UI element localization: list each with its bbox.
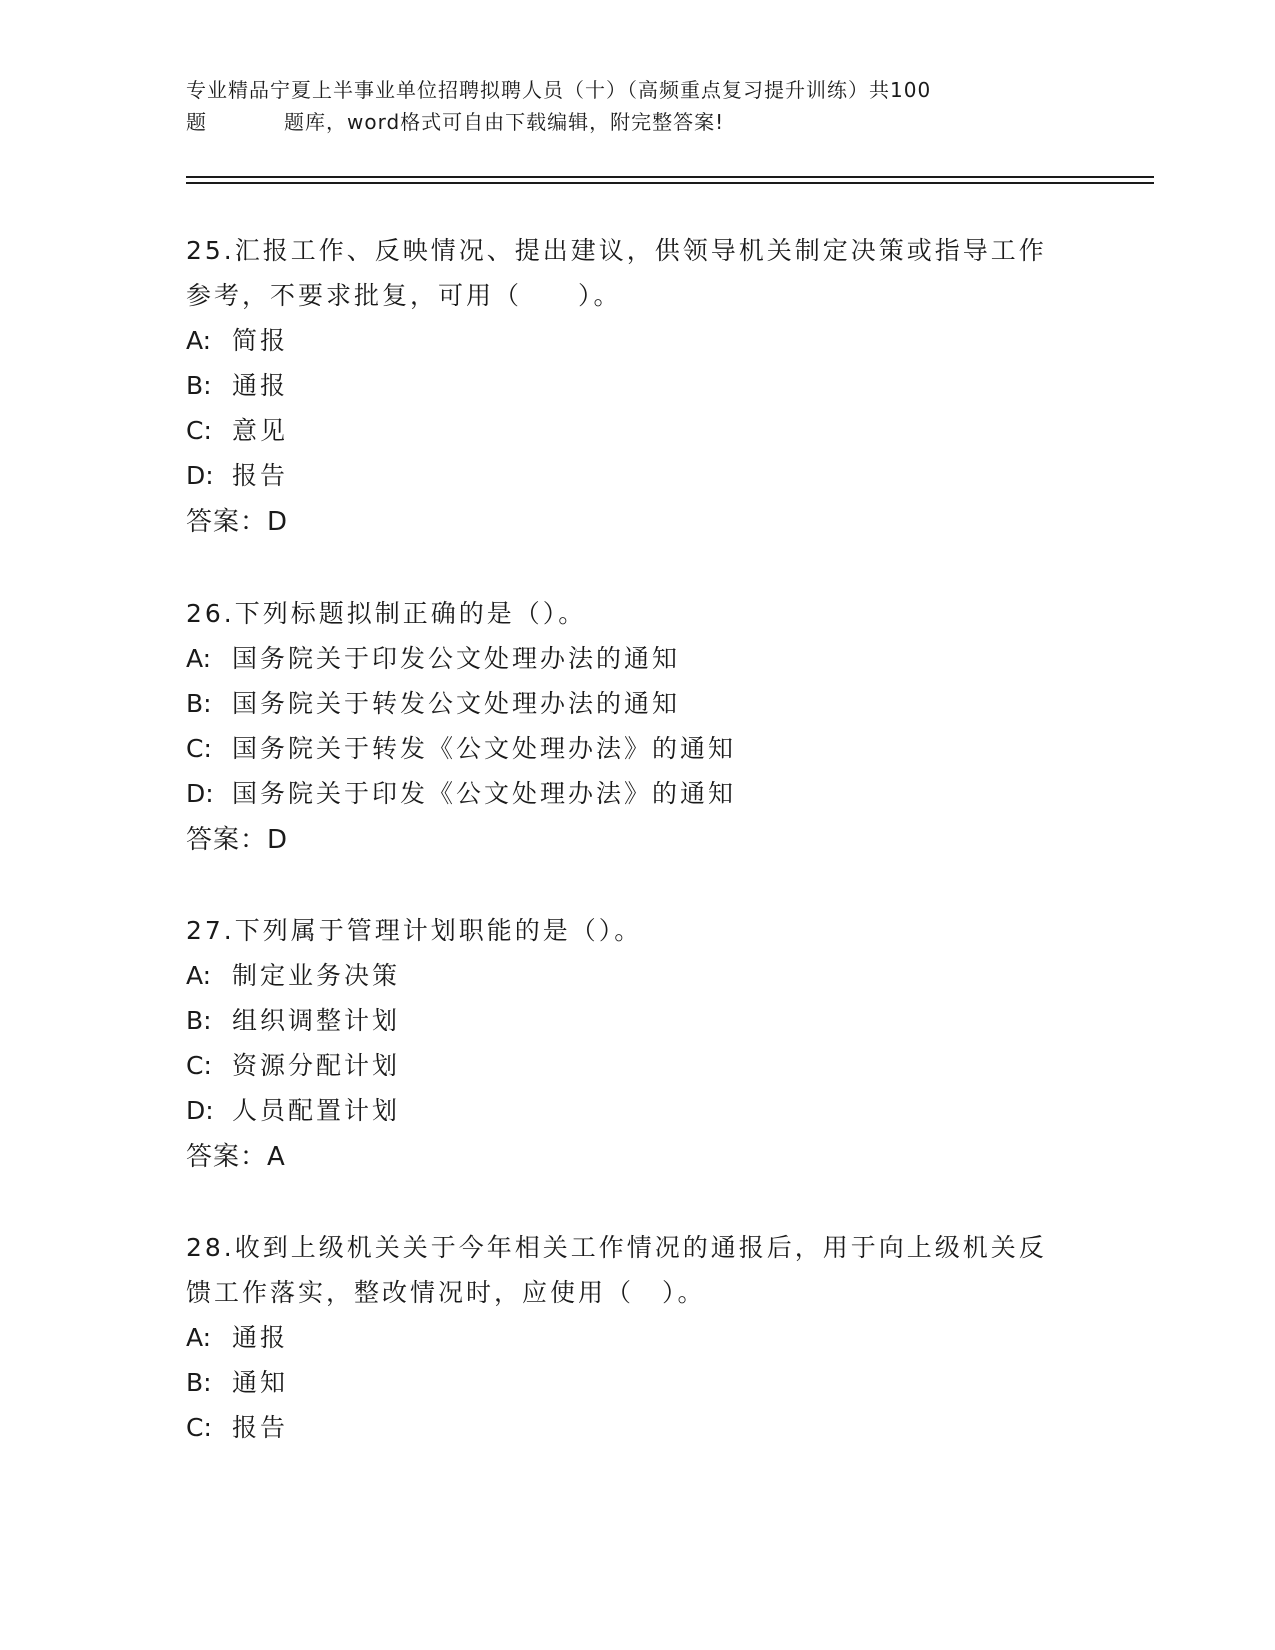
option-key: A: bbox=[186, 326, 212, 355]
document-header bbox=[186, 74, 1086, 138]
option-text: 组织调整计划 bbox=[232, 1006, 401, 1035]
option-text: 简报 bbox=[232, 326, 289, 355]
question-stem: 25.汇报工作、反映情况、提出建议，供领导机关制定决策或指导工作 bbox=[186, 236, 1047, 265]
header-divider-top bbox=[186, 176, 1154, 178]
option-key: C: bbox=[186, 1413, 212, 1442]
option-text: 国务院关于转发《公文处理办法》的通知 bbox=[232, 734, 737, 763]
header-line-2-lead: 题 bbox=[186, 110, 207, 134]
answer-line: 答案：D bbox=[186, 507, 289, 537]
question-stem-continued: 馈工作落实，整改情况时，应使用（ ）。 bbox=[186, 1278, 706, 1307]
option-key: B: bbox=[186, 1368, 212, 1397]
option-d bbox=[186, 453, 1086, 498]
option-key: A: bbox=[186, 961, 212, 990]
header-line-2 bbox=[186, 106, 1086, 138]
option-text: 通报 bbox=[232, 371, 289, 400]
option-text: 人员配置计划 bbox=[232, 1096, 401, 1125]
option-text: 国务院关于转发公文处理办法的通知 bbox=[232, 689, 681, 718]
question-stem: 27.下列属于管理计划职能的是（）。 bbox=[186, 916, 643, 945]
option-a bbox=[186, 318, 1086, 363]
option-key: C: bbox=[186, 416, 212, 445]
option-d bbox=[186, 771, 1086, 816]
option-c bbox=[186, 1405, 1086, 1450]
option-b bbox=[186, 681, 1086, 726]
option-key: C: bbox=[186, 734, 212, 763]
option-text: 国务院关于印发公文处理办法的通知 bbox=[232, 644, 681, 673]
option-text: 制定业务决策 bbox=[232, 961, 401, 990]
option-key: B: bbox=[186, 371, 212, 400]
option-key: B: bbox=[186, 1006, 212, 1035]
header-divider-bottom bbox=[186, 182, 1154, 184]
option-text: 意见 bbox=[232, 416, 289, 445]
option-text: 资源分配计划 bbox=[232, 1051, 401, 1080]
question-stem: 28.收到上级机关关于今年相关工作情况的通报后，用于向上级机关反 bbox=[186, 1233, 1047, 1262]
question-26 bbox=[186, 591, 1086, 864]
header-line-2-text: 题库，word格式可自由下载编辑，附完整答案! bbox=[284, 110, 725, 134]
option-d bbox=[186, 1088, 1086, 1133]
option-b bbox=[186, 363, 1086, 408]
option-key: B: bbox=[186, 689, 212, 718]
option-b bbox=[186, 1360, 1086, 1405]
question-27 bbox=[186, 908, 1086, 1181]
option-a bbox=[186, 636, 1086, 681]
option-c bbox=[186, 1043, 1086, 1088]
question-28 bbox=[186, 1225, 1086, 1450]
option-a bbox=[186, 953, 1086, 998]
question-25 bbox=[186, 228, 1086, 546]
option-key: A: bbox=[186, 1323, 212, 1352]
option-a bbox=[186, 1315, 1086, 1360]
option-b bbox=[186, 998, 1086, 1043]
option-key: D: bbox=[186, 461, 214, 490]
option-key: D: bbox=[186, 779, 214, 808]
header-line-1: 专业精品宁夏上半事业单位招聘拟聘人员（十）（高频重点复习提升训练）共100 bbox=[186, 78, 932, 102]
option-text: 报告 bbox=[232, 461, 289, 490]
option-text: 报告 bbox=[232, 1413, 289, 1442]
option-key: D: bbox=[186, 1096, 214, 1125]
option-c bbox=[186, 726, 1086, 771]
question-stem-continued: 参考，不要求批复，可用（ ）。 bbox=[186, 281, 622, 310]
option-text: 国务院关于印发《公文处理办法》的通知 bbox=[232, 779, 737, 808]
answer-line: 答案：A bbox=[186, 1142, 286, 1172]
question-stem: 26.下列标题拟制正确的是（）。 bbox=[186, 599, 587, 628]
option-c bbox=[186, 408, 1086, 453]
option-text: 通报 bbox=[232, 1323, 289, 1352]
answer-line: 答案：D bbox=[186, 825, 289, 855]
option-text: 通知 bbox=[232, 1368, 289, 1397]
option-key: C: bbox=[186, 1051, 212, 1080]
option-key: A: bbox=[186, 644, 212, 673]
